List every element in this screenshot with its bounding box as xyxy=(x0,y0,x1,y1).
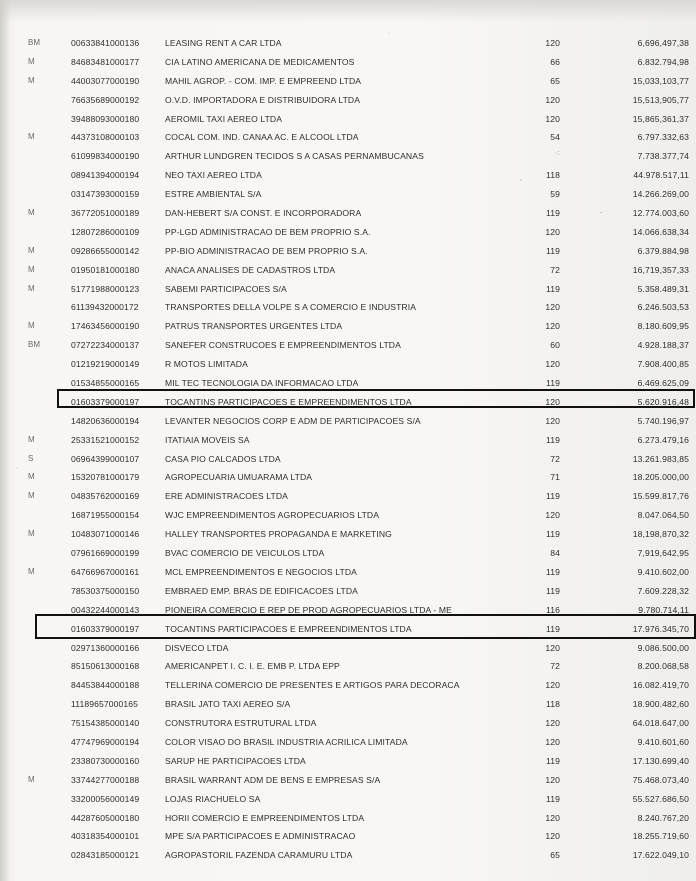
table-row xyxy=(0,242,696,261)
row-amount: 16.082.419,70 xyxy=(632,680,689,691)
row-code: 119 xyxy=(546,755,560,766)
row-code: 120 xyxy=(545,226,560,237)
row-code: 118 xyxy=(546,699,560,710)
table-row xyxy=(0,544,696,563)
row-company-name: COCAL COM. IND. CANAA AC. E ALCOOL LTDA xyxy=(165,132,359,143)
row-code: 120 xyxy=(545,302,560,313)
row-company-name: TRANSPORTES DELLA VOLPE S A COMERCIO E INDUSTRIA xyxy=(165,302,417,313)
row-company-name: SARUP HE PARTICIPACOES LTDA xyxy=(165,755,306,766)
row-company-name: R MOTOS LIMITADA xyxy=(165,359,248,370)
row-company-name: AGROPASTORIL FAZENDA CARAMURU LTDA xyxy=(165,850,353,861)
row-amount: 8.180.609,95 xyxy=(637,321,689,332)
row-cnpj: 09286655000142 xyxy=(71,245,140,256)
table-row xyxy=(0,752,696,771)
row-code: 65 xyxy=(550,75,560,86)
table-row xyxy=(0,336,696,355)
row-amount: 5.620.916,48 xyxy=(637,396,689,407)
row-cnpj: 00432244000143 xyxy=(71,604,140,615)
row-amount: 13.261.983,85 xyxy=(632,453,689,464)
row-code: 65 xyxy=(550,850,560,861)
row-company-name: CIA LATINO AMERICANA DE MEDICAMENTOS xyxy=(165,56,355,67)
row-company-name: ITATIAIA MOVEIS SA xyxy=(165,434,250,445)
row-cnpj: 02843185000121 xyxy=(71,850,140,861)
row-amount: 8.200.068,58 xyxy=(637,661,689,672)
scan-speck: - xyxy=(600,210,603,217)
table-row xyxy=(0,846,696,865)
row-amount: 6.273.479,16 xyxy=(637,434,689,445)
row-cnpj: 51771988000123 xyxy=(71,283,140,294)
scan-speck: · xyxy=(16,465,19,472)
row-company-name: BVAC COMERCIO DE VEICULOS LTDA xyxy=(165,548,325,559)
row-amount: 8.047.064,50 xyxy=(637,510,689,521)
row-cnpj: 17463456000190 xyxy=(71,321,140,332)
row-code: 59 xyxy=(550,189,560,200)
row-cnpj: 07961669000199 xyxy=(71,548,140,559)
row-company-name: HORII COMERCIO E EMPREENDIMENTOS LTDA xyxy=(165,812,365,823)
row-cnpj: 44287605000180 xyxy=(71,812,140,823)
row-cnpj: 11189657000165 xyxy=(71,699,139,710)
row-amount: 7,919,642,95 xyxy=(637,548,689,559)
row-cnpj: 16871955000154 xyxy=(71,510,140,521)
table-row xyxy=(0,298,696,317)
row-code: 120 xyxy=(545,38,560,48)
row-cnpj: 84683481000177 xyxy=(71,56,140,67)
row-prefix-mark: M xyxy=(28,491,35,501)
row-amount: 17.130.699,40 xyxy=(632,755,689,766)
row-company-name: AMERICANPET I. C. I. E. EMB P. LTDA EPP xyxy=(165,661,340,672)
row-prefix-mark: S xyxy=(28,453,34,463)
row-cnpj: 78530375000150 xyxy=(71,585,140,596)
row-prefix-mark: M xyxy=(28,264,35,274)
row-amount: 9.410.601,60 xyxy=(637,736,689,747)
row-code: 120 xyxy=(545,359,560,370)
table-row xyxy=(0,771,696,790)
row-code: 120 xyxy=(545,812,560,823)
row-amount: 4.928.188,37 xyxy=(637,340,689,351)
row-amount: 6.246.503,53 xyxy=(637,302,689,313)
row-amount: 17.622.049,10 xyxy=(632,850,689,861)
row-company-name: LEVANTER NEGOCIOS CORP E ADM DE PARTICIPACOES S/A xyxy=(165,415,421,426)
row-amount: 9.086.500,00 xyxy=(637,642,689,653)
row-code: 84 xyxy=(550,548,560,559)
row-code: 120 xyxy=(545,113,560,124)
table-row xyxy=(0,412,696,431)
row-code: 120 xyxy=(545,736,560,747)
table-row xyxy=(0,431,696,450)
row-code: 120 xyxy=(545,510,560,521)
table-row xyxy=(0,72,696,91)
table-row xyxy=(0,487,696,506)
row-amount: 6,696,497,38 xyxy=(637,38,689,48)
row-amount: 7.609.228,32 xyxy=(637,585,689,596)
row-amount: 7.908.400,85 xyxy=(637,359,689,370)
row-code: 120 xyxy=(545,831,560,842)
row-prefix-mark: M xyxy=(28,321,35,331)
row-cnpj: 40318354000101 xyxy=(71,831,140,842)
row-amount: 12.774.003,60 xyxy=(632,208,689,219)
row-amount: 6.832.794,98 xyxy=(637,56,689,67)
row-prefix-mark: M xyxy=(28,434,35,444)
row-company-name: TOCANTINS PARTICIPACOES E EMPREENDIMENTOS LTDA xyxy=(165,396,412,407)
table-row xyxy=(0,261,696,280)
row-cnpj: 00633841000136 xyxy=(71,38,140,48)
row-prefix-mark: M xyxy=(28,529,35,539)
row-company-name: ESTRE AMBIENTAL S/A xyxy=(165,189,262,200)
row-company-name: CONSTRUTORA ESTRUTURAL LTDA xyxy=(165,718,317,729)
row-company-name: BRASIL WARRANT ADM DE BENS E EMPRESAS S/A xyxy=(165,774,381,785)
row-company-name: NEO TAXI AEREO LTDA xyxy=(165,170,262,181)
row-cnpj: 12807286000109 xyxy=(71,226,140,237)
table-row xyxy=(0,223,696,242)
row-company-name: MAHIL AGROP. - COM. IMP. E EMPREEND LTDA xyxy=(165,75,362,86)
table-row xyxy=(0,450,696,469)
company-list-table xyxy=(0,34,696,865)
row-cnpj: 01534855000165 xyxy=(71,378,140,389)
row-code: 119 xyxy=(546,491,560,502)
table-row xyxy=(0,91,696,110)
row-cnpj: 02971360000166 xyxy=(71,642,140,653)
row-cnpj: 14820636000194 xyxy=(71,415,140,426)
row-amount: 8.240.767,20 xyxy=(637,812,689,823)
table-row xyxy=(0,506,696,525)
row-code: 120 xyxy=(545,396,560,407)
row-cnpj: 01950181000180 xyxy=(71,264,140,275)
table-row xyxy=(0,601,696,620)
table-row xyxy=(0,620,696,639)
row-cnpj: 03147393000159 xyxy=(71,189,140,200)
row-cnpj: 10483071000146 xyxy=(71,529,140,540)
table-row xyxy=(0,809,696,828)
row-cnpj: 08941394000194 xyxy=(71,170,140,181)
row-code: 72 xyxy=(550,264,560,275)
row-cnpj: 04835762000169 xyxy=(71,491,140,502)
table-row xyxy=(0,525,696,544)
row-code: 120 xyxy=(545,94,560,105)
row-cnpj: 39488093000180 xyxy=(71,113,140,124)
row-code: 72 xyxy=(550,453,560,464)
row-cnpj: 61099834000190 xyxy=(71,151,140,162)
row-company-name: SANEFER CONSTRUCOES E EMPREENDIMENTOS LTDA xyxy=(165,340,401,351)
row-code: 119 xyxy=(546,529,560,540)
row-prefix-mark: M xyxy=(28,208,35,218)
table-row xyxy=(0,714,696,733)
table-row xyxy=(0,374,696,393)
row-code: 119 xyxy=(546,793,560,804)
table-row xyxy=(0,280,696,299)
row-company-name: PIONEIRA COMERCIO E REP DE PROD AGROPECUARIOS LTDA - ME xyxy=(165,604,452,615)
row-cnpj: 25331521000152 xyxy=(71,434,140,445)
row-amount: 6.379.884,98 xyxy=(637,245,689,256)
row-cnpj: 01603379000197 xyxy=(71,623,140,634)
table-row xyxy=(0,676,696,695)
row-code: 119 xyxy=(546,566,560,577)
row-cnpj: 01219219000149 xyxy=(71,359,140,370)
table-row xyxy=(0,790,696,809)
row-code: 120 xyxy=(545,642,560,653)
table-row xyxy=(0,582,696,601)
row-code: 119 xyxy=(546,585,560,596)
row-code: 60 xyxy=(550,340,560,351)
table-row xyxy=(0,657,696,676)
row-amount: 15.599.817,76 xyxy=(632,491,689,502)
row-code: 120 xyxy=(545,415,560,426)
row-code: 120 xyxy=(545,680,560,691)
row-company-name: AEROMIL TAXI AEREO LTDA xyxy=(165,113,283,124)
row-company-name: COLOR VISAO DO BRASIL INDUSTRIA ACRILICA LIMITADA xyxy=(165,736,408,747)
row-code: 72 xyxy=(550,661,560,672)
table-row xyxy=(0,355,696,374)
row-code: 54 xyxy=(550,132,560,143)
row-code: 119 xyxy=(546,283,560,294)
row-cnpj: 15320781000179 xyxy=(71,472,140,483)
row-company-name: DISVECO LTDA xyxy=(165,642,229,653)
row-prefix-mark: M xyxy=(28,283,35,293)
row-code: 120 xyxy=(545,774,560,785)
row-amount: 44.978.517,11 xyxy=(633,170,689,181)
row-company-name: TOCANTINS PARTICIPACOES E EMPREENDIMENTOS LTDA xyxy=(165,623,412,634)
row-company-name: EMBRAED EMP. BRAS DE EDIFICACOES LTDA xyxy=(165,585,358,596)
row-amount: 14.066.638,34 xyxy=(632,226,689,237)
row-cnpj: 85150613000168 xyxy=(71,661,140,672)
row-company-name: ERE ADMINISTRACOES LTDA xyxy=(165,491,288,502)
row-prefix-mark: BM xyxy=(28,340,41,350)
row-cnpj: 84453844000188 xyxy=(71,680,140,691)
row-cnpj: 23380730000160 xyxy=(71,755,140,766)
row-cnpj: 44373108000103 xyxy=(71,132,140,143)
row-company-name: HALLEY TRANSPORTES PROPAGANDA E MARKETING xyxy=(165,529,392,540)
row-amount: 6.797.332,63 xyxy=(637,132,689,143)
row-amount: 16,719,357,33 xyxy=(632,264,689,275)
row-amount: 55.527.686,50 xyxy=(632,793,689,804)
row-code: 71 xyxy=(550,472,560,483)
row-prefix-mark: M xyxy=(28,75,35,85)
row-company-name: AGROPECUARIA UMUARAMA LTDA xyxy=(165,472,313,483)
row-amount: 18.205.000,00 xyxy=(632,472,689,483)
scan-speck: · xyxy=(388,30,391,37)
row-cnpj: 33200056000149 xyxy=(71,793,140,804)
row-amount: 9.780.714,11 xyxy=(638,604,689,615)
row-company-name: MCL EMPREENDIMENTOS E NEGOCIOS LTDA xyxy=(165,566,357,577)
row-company-name: LEASING RENT A CAR LTDA xyxy=(165,38,282,48)
row-company-name: TELLERINA COMERCIO DE PRESENTES E ARTIGOS PARA DECORACA xyxy=(165,680,460,691)
row-amount: 9.410.602,00 xyxy=(637,566,689,577)
row-company-name: PP-LGD ADMINISTRACAO DE BEM PROPRIO S.A. xyxy=(165,226,371,237)
table-row xyxy=(0,166,696,185)
table-row xyxy=(0,128,696,147)
row-company-name: CASA PIO CALCADOS LTDA xyxy=(165,453,281,464)
row-company-name: ANACA ANALISES DE CADASTROS LTDA xyxy=(165,264,336,275)
row-company-name: DAN-HEBERT S/A CONST. E INCORPORADORA xyxy=(165,208,362,219)
scan-speck: ·: xyxy=(555,150,560,157)
row-amount: 6.469.625,09 xyxy=(637,378,689,389)
row-company-name: MPE S/A PARTICIPACOES E ADMINISTRACAO xyxy=(165,831,356,842)
row-prefix-mark: M xyxy=(28,132,35,142)
row-company-name: ARTHUR LUNDGREN TECIDOS S A CASAS PERNAMBUCANAS xyxy=(165,151,424,162)
table-row xyxy=(0,468,696,487)
row-prefix-mark: M xyxy=(28,245,35,255)
table-row xyxy=(0,110,696,129)
row-amount: 5.358.489,31 xyxy=(637,283,689,294)
row-amount: 18.900.482,60 xyxy=(632,699,689,710)
row-amount: 14.266.269,00 xyxy=(632,189,689,200)
row-code: 116 xyxy=(546,604,560,615)
table-row xyxy=(0,393,696,412)
row-cnpj: 47747969000194 xyxy=(71,736,140,747)
row-amount: 64.018.647,00 xyxy=(632,718,689,729)
row-code: 118 xyxy=(546,170,560,181)
table-row xyxy=(0,827,696,846)
row-amount: 17.976.345,70 xyxy=(632,623,689,634)
row-amount: 5.740.196,97 xyxy=(637,415,689,426)
row-company-name: LOJAS RIACHUELO SA xyxy=(165,793,261,804)
row-amount: 15,513,905,77 xyxy=(632,94,689,105)
row-cnpj: 44003077000190 xyxy=(71,75,140,86)
row-code: 119 xyxy=(546,378,560,389)
row-cnpj: 33744277000188 xyxy=(71,774,140,785)
row-prefix-mark: M xyxy=(28,472,35,482)
table-row xyxy=(0,147,696,166)
row-company-name: SABEMI PARTICIPACOES S/A xyxy=(165,283,287,294)
row-code: 119 xyxy=(546,245,560,256)
table-row xyxy=(0,34,696,53)
table-row xyxy=(0,53,696,72)
row-cnpj: 06964399000107 xyxy=(71,453,140,464)
row-cnpj: 61139432000172 xyxy=(71,302,139,313)
table-row xyxy=(0,695,696,714)
table-row xyxy=(0,185,696,204)
row-company-name: WJC EMPREENDIMENTOS AGROPECUARIOS LTDA xyxy=(165,510,380,521)
scan-speck: , xyxy=(520,175,522,182)
table-row xyxy=(0,733,696,752)
row-cnpj: 07272234000137 xyxy=(71,340,140,351)
table-row xyxy=(0,317,696,336)
row-cnpj: 76635689000192 xyxy=(71,94,140,105)
row-prefix-mark: M xyxy=(28,566,35,576)
row-cnpj: 75154385000140 xyxy=(71,718,140,729)
row-amount: 18.255.719,60 xyxy=(632,831,689,842)
row-prefix-mark: M xyxy=(28,56,35,66)
row-amount: 18,198,870,32 xyxy=(632,529,689,540)
row-company-name: BRASIL JATO TAXI AEREO S/A xyxy=(165,699,291,710)
row-cnpj: 36772051000189 xyxy=(71,208,140,219)
row-prefix-mark: BM xyxy=(28,38,41,47)
row-amount: 15,033,103,77 xyxy=(632,75,689,86)
row-company-name: PP-BIO ADMINISTRACAO DE BEM PROPRIO S.A. xyxy=(165,245,368,256)
row-code: 120 xyxy=(545,321,560,332)
row-code: 119 xyxy=(546,208,560,219)
table-row xyxy=(0,204,696,223)
row-amount: 75.468.073,40 xyxy=(632,774,689,785)
row-amount: 7.738.377,74 xyxy=(637,151,689,162)
table-row xyxy=(0,563,696,582)
row-code: 66 xyxy=(550,56,560,67)
row-company-name: PATRUS TRANSPORTES URGENTES LTDA xyxy=(165,321,343,332)
table-row xyxy=(0,639,696,658)
row-amount: 15,865,361,37 xyxy=(632,113,689,124)
page-top-shadow xyxy=(0,0,696,22)
row-company-name: O.V.D. IMPORTADORA E DISTRIBUIDORA LTDA xyxy=(165,94,361,105)
row-code: 119 xyxy=(546,434,560,445)
row-cnpj: 01603379000197 xyxy=(71,396,140,407)
row-company-name: MIL TEC TECNOLOGIA DA INFORMACAO LTDA xyxy=(165,378,359,389)
row-cnpj: 64766967000161 xyxy=(71,566,140,577)
row-code: 119 xyxy=(546,623,560,634)
row-code: 120 xyxy=(545,718,560,729)
row-prefix-mark: M xyxy=(28,774,35,784)
